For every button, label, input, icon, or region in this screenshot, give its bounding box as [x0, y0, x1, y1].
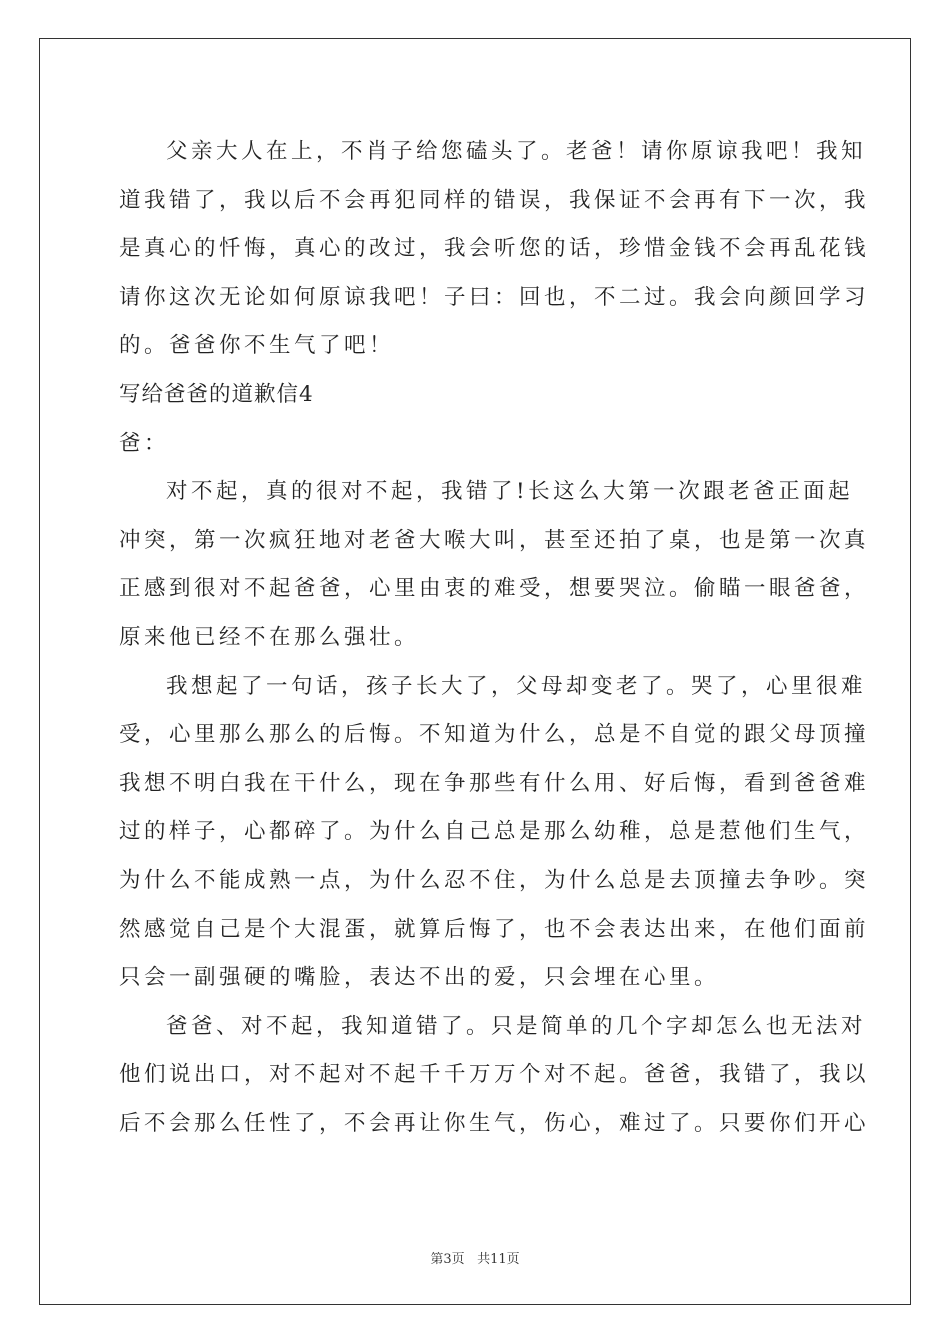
page-number: 第3页: [430, 1252, 465, 1267]
paragraph-line: 爸爸、对不起，我知道错了。只是简单的几个字却怎么也无法对: [166, 1013, 867, 1039]
page-total: 共11页: [477, 1252, 520, 1267]
paragraph-line: 为什么不能成熟一点，为什么忍不住，为什么总是去顶撞去争吵。突: [119, 867, 870, 893]
paragraph-line: 我想不明白我在干什么，现在争那些有什么用、好后悔，看到爸爸难: [119, 770, 870, 796]
paragraph-line: 他们说出口，对不起对不起千千万万个对不起。爸爸，我错了，我以: [119, 1062, 870, 1088]
paragraph-line: 后不会那么任性了，不会再让你生气，伤心，难过了。只要你们开心: [119, 1110, 870, 1136]
paragraph-line: 道我错了，我以后不会再犯同样的错误，我保证不会再有下一次，我: [119, 187, 870, 213]
paragraph-line: 对不起，真的很对不起，我错了!长这么大第一次跟老爸正面起: [166, 479, 854, 505]
paragraph-line: 原来他已经不在那么强壮。: [119, 624, 420, 650]
paragraph-line: 过的样子，心都碎了。为什么自己总是那么幼稚，总是惹他们生气，: [119, 819, 870, 845]
paragraph-line: 冲突，第一次疯狂地对老爸大喉大叫，甚至还拍了桌，也是第一次真: [119, 527, 870, 553]
document-body: [119, 128, 870, 1148]
paragraph-line: 我想起了一句话，孩子长大了，父母却变老了。哭了，心里很难: [166, 673, 867, 699]
paragraph-line: 只会一副强硬的嘴脸，表达不出的爱，只会埋在心里。: [119, 965, 720, 991]
paragraph-line: 受，心里那么那么的后悔。不知道为什么，总是不自觉的跟父母顶撞: [119, 722, 870, 748]
paragraph-line: 父亲大人在上，不肖子给您磕头了。老爸！请你原谅我吧！我知: [166, 139, 867, 164]
section-heading: 写给爸爸的道歉信4: [119, 381, 314, 407]
paragraph-line: 请你这次无论如何原谅我吧！子曰：回也，不二过。我会向颜回学习: [119, 284, 870, 310]
paragraph-line: 的。爸爸你不生气了吧！: [119, 333, 395, 359]
paragraph-line: 然感觉自己是个大混蛋，就算后悔了，也不会表达出来，在他们面前: [119, 916, 870, 942]
salutation: 爸：: [119, 430, 170, 456]
page-footer: [0, 1248, 950, 1267]
paragraph-line: 是真心的忏悔，真心的改过，我会听您的话，珍惜金钱不会再乱花钱: [119, 236, 870, 262]
paragraph-line: 正感到很对不起爸爸，心里由衷的难受，想要哭泣。偷瞄一眼爸爸，: [119, 576, 870, 602]
